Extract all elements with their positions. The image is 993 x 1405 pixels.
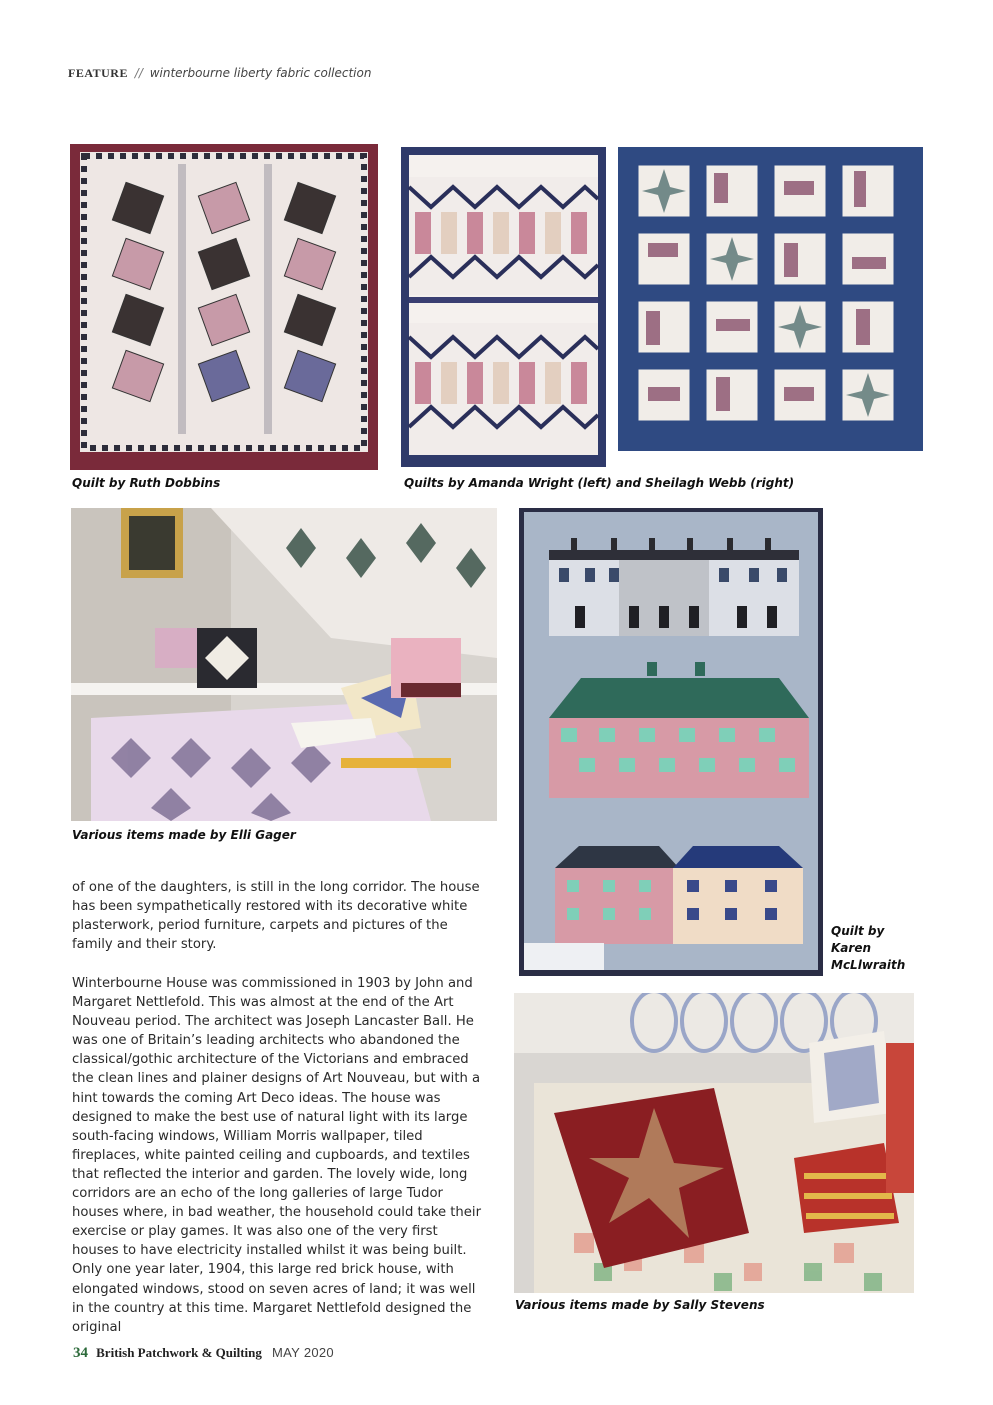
caption-karen-mcllwraith [831,923,941,974]
quilt-amanda-wright-photo [401,147,606,467]
quilt-ruth-dobbins-photo [70,144,378,470]
running-header [68,66,371,81]
body-paragraph-1 [72,878,488,954]
page-number: 34 [73,1345,88,1361]
issue-date: MAY 2020 [272,1345,334,1360]
paragraph-2-text: Winterbourne House was commissioned in 1903 by John and Margaret Nettlefold. This was almost at the end of the Art Nouveau period. The architect was Joseph Lancaster Ball. He was one of Britain’s leading architects who abandoned the classical/gothic architecture of the Victorians and embraced the clean lines and plainer designs of Art Nouveau, but with a hint towards the coming Art Deco ideas. The house was designed to make the best use of natural light with its large south-facing windows, William Morris wallpaper, tiled fireplaces, white painted ceiling and cupboards, and textiles that reflected the interior and garden. The lovely wide, long corridors are an echo of the long galleries of large Tudor houses where, in bad weather, the household could take their exercise or play games. It was also one of the very first houses to have electricity installed whilst it was being built. Only one year later, 1904, this large red brick house, with elongated windows, stood on seven acres of land; it was well in the country at this time. Margaret Nettlefold designed the original [72,976,481,1335]
elli-gager-items-photo [71,508,497,821]
header-label: FEATURE [68,66,128,80]
caption-ruth-dobbins: Quilt by Ruth Dobbins [72,476,221,490]
caption-karen-line-3: McLlwraith [831,958,906,972]
caption-karen-line-1: Quilt by [831,924,885,938]
body-paragraph-2 [72,974,488,1337]
quilt-sheilagh-webb-photo [618,147,923,451]
sally-stevens-items-photo [514,993,914,1293]
caption-elli-gager: Various items made by Elli Gager [72,828,296,842]
magazine-title: British Patchwork & Quilting [96,1345,262,1360]
quilt-karen-mcllwraith-photo [519,508,823,976]
caption-amanda-sheilagh: Quilts by Amanda Wright (left) and Sheilagh Webb (right) [404,476,795,490]
caption-karen-line-2: Karen [831,941,871,955]
caption-sally-stevens: Various items made by Sally Stevens [515,1298,765,1312]
header-separator: // [134,66,143,80]
header-section: winterbourne liberty fabric collection [149,66,372,80]
paragraph-1-text: of one of the daughters, is still in the long corridor. The house has been sympathetically restored with its decorative white plasterwork, period furniture, carpets and pictures of the family and their story. [72,880,480,953]
page-footer [73,1345,334,1362]
